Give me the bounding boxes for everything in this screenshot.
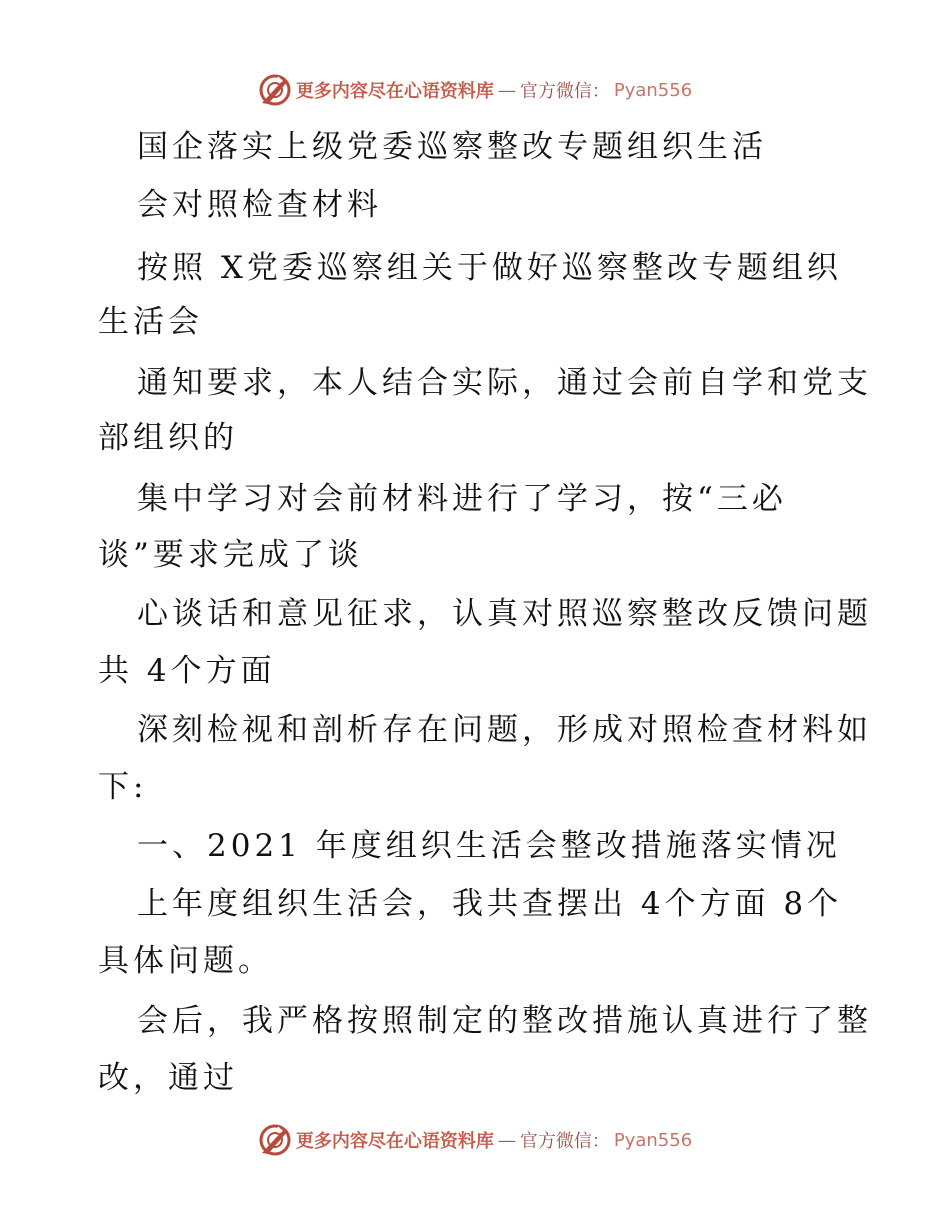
title-line-1: 国企落实上级党委巡察整改专题组织生活 xyxy=(137,129,767,165)
header-watermark xyxy=(0,70,950,110)
paragraph-line: 谈”要求完成了谈 xyxy=(98,537,363,573)
footer-wechat-label: 官方微信： xyxy=(519,1131,610,1152)
paragraph-line: 按照 X党委巡察组关于做好巡察整改专题组织 xyxy=(137,250,842,286)
footer-watermark xyxy=(0,1120,950,1160)
title-line-2: 会对照检查材料 xyxy=(137,187,382,223)
header-site-text: 更多内容尽在心语资料库 xyxy=(295,81,494,102)
quill-seal-icon xyxy=(258,1123,292,1157)
paragraph-line: 共 4个方面 xyxy=(98,653,276,689)
paragraph-line: 会后，我严格按照制定的整改措施认真进行了整 xyxy=(137,1003,872,1039)
header-separator: — xyxy=(497,79,516,101)
footer-site-text: 更多内容尽在心语资料库 xyxy=(295,1131,494,1152)
quill-seal-icon xyxy=(258,73,292,107)
section-heading: 一、2021 年度组织生活会整改措施落实情况 xyxy=(137,828,841,864)
paragraph-line: 通知要求，本人结合实际，通过会前自学和党支 xyxy=(137,365,872,401)
paragraph-line: 深刻检视和剖析存在问题，形成对照检查材料如 xyxy=(137,712,872,748)
paragraph-line: 具体问题。 xyxy=(98,943,273,979)
header-wechat-label: 官方微信： xyxy=(519,81,610,102)
paragraph-line: 集中学习对会前材料进行了学习，按“三必 xyxy=(137,481,787,517)
paragraph-line: 下: xyxy=(98,769,148,805)
paragraph-line: 心谈话和意见征求，认真对照巡察整改反馈问题 xyxy=(137,596,872,632)
paragraph-line: 生活会 xyxy=(98,304,203,340)
paragraph-line: 部组织的 xyxy=(98,420,238,456)
paragraph-line: 改，通过 xyxy=(98,1060,238,1096)
footer-separator: — xyxy=(497,1129,516,1151)
paragraph-line: 上年度组织生活会，我共查摆出 4个方面 8个 xyxy=(137,886,843,922)
footer-wechat-id: Pyan556 xyxy=(613,1129,693,1151)
header-wechat-id: Pyan556 xyxy=(613,79,693,101)
